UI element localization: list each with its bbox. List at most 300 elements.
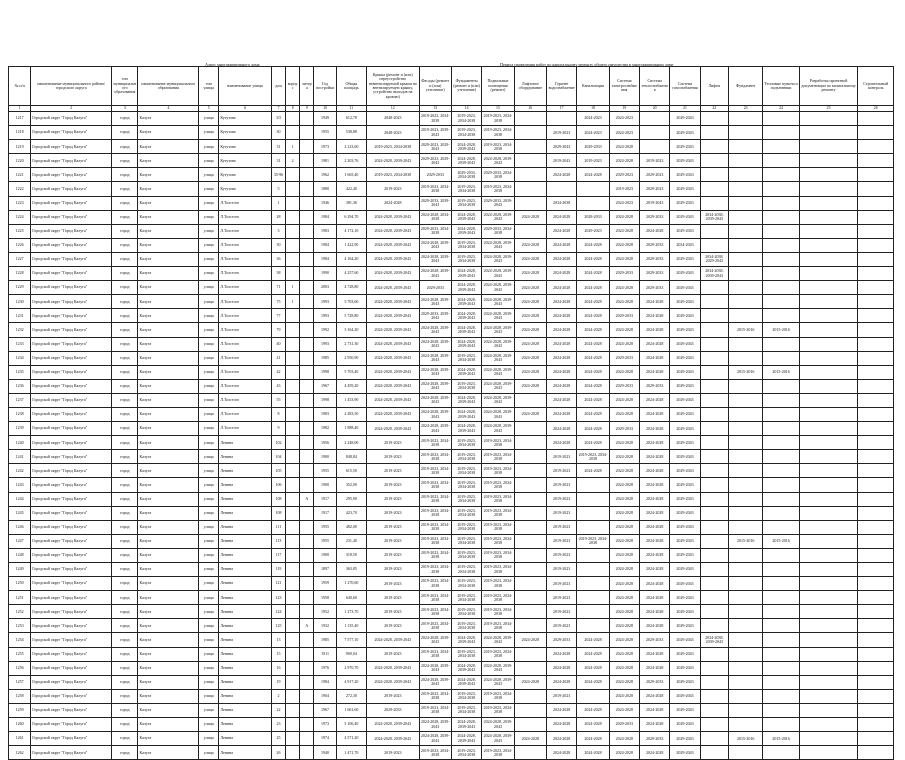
column-header: Лифты: [700, 67, 728, 106]
table-cell: [763, 393, 799, 407]
table-cell: 2024-2028: [609, 323, 639, 337]
table-cell: [763, 605, 799, 619]
table-cell: улица: [199, 563, 219, 577]
table-cell: [763, 478, 799, 492]
table-cell: [858, 746, 894, 760]
table-cell: 1917: [314, 506, 336, 520]
table-cell: 2048-2023: [366, 112, 419, 126]
table-cell: [858, 591, 894, 605]
table-cell: [300, 703, 314, 717]
table-cell: Городской округ "Город Калуга": [31, 182, 112, 196]
table-cell: [514, 563, 546, 577]
table-cell: [700, 732, 728, 746]
table-cell: Калуга: [138, 732, 199, 746]
table-cell: Ленина: [219, 718, 272, 732]
table-cell: улица: [199, 548, 219, 562]
table-cell: [700, 182, 728, 196]
column-number: 16: [514, 106, 546, 112]
table-cell: 1985: [314, 351, 336, 365]
table-cell: [728, 633, 762, 647]
table-cell: улица: [199, 732, 219, 746]
table-cell: [858, 450, 894, 464]
table-cell: [763, 168, 799, 182]
column-header: Система электроснабжения: [609, 67, 639, 106]
table-cell: 2029-2033: [640, 675, 670, 689]
column-number: 12: [366, 106, 419, 112]
table-cell: Городской округ "Город Калуга": [31, 393, 112, 407]
table-cell: 2024-2028, 2039-2043: [451, 365, 481, 379]
table-cell: [700, 591, 728, 605]
table-cell: 1952: [314, 605, 336, 619]
table-cell: 2024-2028: [577, 267, 609, 281]
table-cell: 2029-2043: [670, 450, 700, 464]
table-cell: [286, 450, 300, 464]
table-cell: Городской округ "Город Калуга": [31, 309, 112, 323]
table-cell: 2024-2028: [609, 464, 639, 478]
table-cell: 2024-2028: [546, 281, 576, 295]
table-cell: город: [112, 605, 138, 619]
column-number: 14: [451, 106, 481, 112]
column-number: 24: [763, 106, 799, 112]
table-cell: 1 422,90: [336, 238, 366, 252]
column-header: Год постройки: [314, 67, 336, 106]
table-cell: 1983: [314, 407, 336, 421]
table-cell: 2019-2023: [546, 464, 576, 478]
table-cell: Калуга: [138, 337, 199, 351]
table-cell: 2024-2028: [640, 746, 670, 760]
table-cell: город: [112, 661, 138, 675]
table-cell: [858, 351, 894, 365]
table-cell: 1956: [314, 436, 336, 450]
table-cell: 1932: [314, 619, 336, 633]
table-cell: 2029-2043: [670, 168, 700, 182]
table-cell: Калуга: [138, 548, 199, 562]
table-row: [9, 492, 894, 506]
table-cell: 2029-2033: [640, 267, 670, 281]
table-cell: 1984: [314, 252, 336, 266]
column-header: наименование улицы: [219, 67, 272, 106]
table-cell: 2024-2028, 2039-2043: [451, 661, 481, 675]
table-row: [9, 379, 894, 393]
table-row: [9, 196, 894, 210]
table-cell: 2019-2023: [366, 464, 419, 478]
table-cell: 1998: [314, 365, 336, 379]
capital-repair-register-table: [8, 66, 894, 760]
table-cell: Кутузова: [219, 126, 272, 140]
table-cell: [799, 407, 858, 421]
table-cell: [286, 365, 300, 379]
table-cell: 2024-2028: [609, 520, 639, 534]
column-number: 22: [700, 106, 728, 112]
table-cell: [763, 436, 799, 450]
table-cell: 2019-2023, 2034-2038: [451, 563, 481, 577]
table-cell: 1998: [314, 393, 336, 407]
table-cell: [799, 563, 858, 577]
table-cell: [300, 323, 314, 337]
table-row: [9, 281, 894, 295]
table-cell: [300, 478, 314, 492]
table-cell: 1984: [314, 238, 336, 252]
table-cell: [546, 112, 576, 126]
table-cell: Городской округ "Город Калуга": [31, 295, 112, 309]
table-cell: 2024-2028: [609, 238, 639, 252]
table-cell: [286, 182, 300, 196]
table-cell: 2019-2023: [366, 450, 419, 464]
table-cell: улица: [199, 252, 219, 266]
table-cell: 2024-2028: [546, 365, 576, 379]
table-cell: 1250: [9, 577, 31, 591]
table-cell: 2024-2028, 2039-2043: [419, 407, 451, 421]
table-cell: [300, 718, 314, 732]
column-header: тип муниципального образования: [112, 67, 138, 106]
table-cell: Калуга: [138, 267, 199, 281]
table-cell: 2019-2023, 2034-2038: [451, 182, 481, 196]
table-cell: город: [112, 689, 138, 703]
table-cell: Калуга: [138, 154, 199, 168]
table-cell: Ленина: [219, 703, 272, 717]
table-cell: [700, 661, 728, 675]
table-cell: [728, 746, 762, 760]
table-cell: 2029-2043: [670, 703, 700, 717]
table-row: [9, 112, 894, 126]
table-cell: Городской округ "Город Калуга": [31, 732, 112, 746]
column-header: Фундамент: [728, 67, 762, 106]
table-row: [9, 267, 894, 281]
table-cell: [700, 464, 728, 478]
table-cell: Калуга: [138, 112, 199, 126]
table-cell: [300, 126, 314, 140]
table-cell: 2019-2023: [366, 492, 419, 506]
table-cell: 2024-2028: [546, 407, 576, 421]
table-cell: 2029-2023: [577, 224, 609, 238]
table-cell: город: [112, 746, 138, 760]
table-cell: 71: [271, 281, 285, 295]
table-cell: 2024-2028, 2039-2043: [366, 323, 419, 337]
table-cell: 2024-2028: [609, 478, 639, 492]
table-cell: [300, 675, 314, 689]
column-number: 7: [271, 106, 285, 112]
table-cell: [799, 478, 858, 492]
table-cell: 2019-2023, 2034-2038: [577, 534, 609, 548]
column-number: 19: [609, 106, 639, 112]
table-cell: 2024-2028, 2039-2043: [451, 267, 481, 281]
table-cell: Ленина: [219, 436, 272, 450]
table-cell: 2029-2023: [609, 168, 639, 182]
table-cell: 2019-2023: [366, 436, 419, 450]
table-cell: Ленина: [219, 647, 272, 661]
table-cell: 2024-2028: [640, 506, 670, 520]
table-cell: 30: [271, 126, 285, 140]
column-number: 25: [799, 106, 858, 112]
table-cell: [700, 675, 728, 689]
table-cell: 1958: [314, 591, 336, 605]
table-cell: 2024-2028: [640, 534, 670, 548]
table-cell: 2019-2023, 2034-2038: [451, 126, 481, 140]
table-cell: [514, 619, 546, 633]
table-cell: 4 459,20: [336, 379, 366, 393]
table-cell: 2034-2038: [546, 196, 576, 210]
table-cell: [286, 619, 300, 633]
table-cell: 2024-2028: [640, 365, 670, 379]
table-cell: 2024-2028, 2039-2043: [482, 323, 514, 337]
table-cell: 2019-2023, 2034-2038: [419, 450, 451, 464]
table-row: [9, 689, 894, 703]
table-cell: 2024-2028, 2039-2043: [366, 407, 419, 421]
table-cell: 2: [286, 154, 300, 168]
table-cell: улица: [199, 281, 219, 295]
table-cell: [286, 478, 300, 492]
table-cell: [700, 647, 728, 661]
table-cell: 2024-2028: [609, 563, 639, 577]
table-cell: 2024-2028, 2039-2043: [366, 351, 419, 365]
table-cell: [300, 379, 314, 393]
table-cell: 2029-2023, 2029-2043: [419, 154, 451, 168]
table-row: [9, 168, 894, 182]
table-cell: 2029-2023: [640, 182, 670, 196]
table-cell: 30: [271, 238, 285, 252]
table-cell: 2015-2016: [728, 534, 762, 548]
table-cell: город: [112, 140, 138, 154]
table-cell: 104: [271, 450, 285, 464]
table-cell: 2019-2023, 2034-2038: [451, 506, 481, 520]
table-cell: 1230: [9, 295, 31, 309]
table-cell: [763, 309, 799, 323]
table-cell: 2048-2023: [366, 126, 419, 140]
table-cell: [763, 182, 799, 196]
table-cell: улица: [199, 464, 219, 478]
table-cell: 2024-2023: [609, 196, 639, 210]
table-cell: 2019-2023, 2034-2038: [419, 563, 451, 577]
table-cell: [514, 689, 546, 703]
table-cell: Ленина: [219, 591, 272, 605]
table-cell: 2024-2028, 2039-2043: [366, 422, 419, 436]
table-cell: [763, 210, 799, 224]
column-header: Общая площадь: [336, 67, 366, 106]
table-cell: 2024-2028, 2039-2043: [482, 661, 514, 675]
table-cell: [728, 196, 762, 210]
table-cell: [728, 675, 762, 689]
table-cell: 2024-2028: [546, 647, 576, 661]
table-cell: [700, 605, 728, 619]
table-cell: [763, 647, 799, 661]
table-cell: 2024-2028: [546, 393, 576, 407]
table-cell: [858, 224, 894, 238]
table-cell: 2024-2028: [609, 365, 639, 379]
table-cell: 2024-2028, 2039-2043: [419, 732, 451, 746]
table-cell: 2003: [314, 281, 336, 295]
table-cell: 2019-2023: [366, 506, 419, 520]
table-cell: 1973: [314, 140, 336, 154]
table-cell: 2029-2033, 2039-2043: [419, 196, 451, 210]
table-cell: [728, 703, 762, 717]
table-cell: 2024-2028, 2039-2043: [451, 281, 481, 295]
table-cell: Городской округ "Город Калуга": [31, 365, 112, 379]
table-cell: 2015-2016: [728, 323, 762, 337]
table-cell: 538,88: [336, 126, 366, 140]
table-cell: 2019-2023, 2034-2038: [451, 577, 481, 591]
table-cell: 41: [271, 351, 285, 365]
table-cell: 272,30: [336, 689, 366, 703]
table-cell: Калуга: [138, 365, 199, 379]
table-cell: 1976: [314, 661, 336, 675]
table-cell: 2019-2023, 2034-2038: [482, 478, 514, 492]
table-cell: 2024-2028: [577, 238, 609, 252]
table-cell: [799, 422, 858, 436]
table-cell: 1228: [9, 267, 31, 281]
table-cell: 2029-2033: [640, 281, 670, 295]
table-cell: 2024-2028, 2039-2043: [366, 295, 419, 309]
table-row: [9, 548, 894, 562]
table-cell: [514, 577, 546, 591]
table-cell: [700, 746, 728, 760]
table-cell: [799, 337, 858, 351]
table-cell: [700, 196, 728, 210]
column-number: 5: [199, 106, 219, 112]
table-cell: 1219: [9, 140, 31, 154]
table-cell: 1967: [314, 379, 336, 393]
table-cell: [799, 661, 858, 675]
table-cell: 1257: [9, 675, 31, 689]
table-cell: 2024-2028: [640, 450, 670, 464]
table-cell: Л.Толстого: [219, 238, 272, 252]
table-cell: 2024-2028, 2039-2043: [482, 675, 514, 689]
table-cell: [514, 718, 546, 732]
table-cell: 2024-2028, 2039-2043: [451, 422, 481, 436]
table-cell: 2024-2023: [577, 126, 609, 140]
table-cell: [514, 605, 546, 619]
table-cell: 1984: [314, 210, 336, 224]
table-row: [9, 520, 894, 534]
table-cell: Л.Толстого: [219, 407, 272, 421]
table-cell: Городской округ "Город Калуга": [31, 563, 112, 577]
table-cell: [514, 478, 546, 492]
table-cell: 2024-2028: [609, 210, 639, 224]
table-cell: [799, 492, 858, 506]
table-cell: Калуга: [138, 196, 199, 210]
table-cell: 2024-2028, 2039-2043: [366, 267, 419, 281]
table-cell: 2029-2033: [577, 140, 609, 154]
table-cell: [763, 703, 799, 717]
table-cell: Калуга: [138, 633, 199, 647]
table-cell: [799, 182, 858, 196]
table-cell: [514, 182, 546, 196]
table-cell: [300, 309, 314, 323]
table-cell: Городской округ "Город Калуга": [31, 534, 112, 548]
table-cell: 1 665,40: [336, 168, 366, 182]
table-cell: Калуга: [138, 718, 199, 732]
table-cell: 2024-2028: [609, 689, 639, 703]
table-cell: Городской округ "Город Калуга": [31, 351, 112, 365]
table-cell: 4 917,20: [336, 675, 366, 689]
table-cell: 2024-2028, 2039-2043: [366, 238, 419, 252]
table-cell: 2034-2038, 2039-2043: [700, 210, 728, 224]
table-cell: [286, 238, 300, 252]
table-cell: [300, 534, 314, 548]
table-cell: 2024-2028, 2039-2043: [419, 393, 451, 407]
table-cell: 2019-2023, 2034-2038: [451, 492, 481, 506]
table-cell: 16: [271, 661, 285, 675]
table-cell: 1253: [9, 619, 31, 633]
table-cell: Калуга: [138, 478, 199, 492]
table-cell: [300, 112, 314, 126]
table-cell: улица: [199, 534, 219, 548]
table-cell: [858, 718, 894, 732]
table-cell: улица: [199, 605, 219, 619]
table-cell: Ленина: [219, 548, 272, 562]
table-cell: [514, 126, 546, 140]
table-cell: 381,36: [336, 196, 366, 210]
table-cell: 2024-2028, 2039-2043: [482, 732, 514, 746]
table-row: [9, 295, 894, 309]
table-cell: 2019-2023, 2034-2038: [419, 534, 451, 548]
table-row: [9, 393, 894, 407]
table-cell: город: [112, 647, 138, 661]
table-cell: 2: [271, 689, 285, 703]
table-cell: 2024-2028: [577, 661, 609, 675]
table-cell: 2019-2023, 2034-2038: [366, 168, 419, 182]
table-cell: 2029-2043: [670, 478, 700, 492]
table-cell: город: [112, 379, 138, 393]
table-cell: 2024-2028, 2039-2043: [419, 379, 451, 393]
table-cell: [286, 309, 300, 323]
table-cell: 1955: [314, 520, 336, 534]
table-cell: 1261: [9, 732, 31, 746]
table-cell: [858, 675, 894, 689]
table-cell: [799, 436, 858, 450]
table-cell: [858, 379, 894, 393]
table-cell: Л.Толстого: [219, 337, 272, 351]
table-cell: 2024-2028, 2039-2043: [419, 422, 451, 436]
table-cell: [514, 647, 546, 661]
table-cell: [728, 379, 762, 393]
table-cell: [514, 140, 546, 154]
table-cell: 2024-2028: [609, 633, 639, 647]
table-cell: [700, 689, 728, 703]
table-cell: 2024-2028, 2039-2043: [482, 252, 514, 266]
table-cell: [514, 154, 546, 168]
table-cell: 2019-2023: [609, 182, 639, 196]
table-cell: Калуга: [138, 506, 199, 520]
table-cell: 2024-2028: [514, 252, 546, 266]
table-cell: [799, 548, 858, 562]
table-row: [9, 323, 894, 337]
table-cell: 2019-2023, 2034-2038: [419, 605, 451, 619]
table-cell: Кутузова: [219, 182, 272, 196]
table-cell: [640, 112, 670, 126]
table-row: [9, 154, 894, 168]
table-cell: [700, 154, 728, 168]
table-cell: [858, 436, 894, 450]
table-cell: [799, 675, 858, 689]
table-cell: [286, 407, 300, 421]
table-cell: 2024-2028: [609, 703, 639, 717]
table-cell: 2024-2028: [640, 337, 670, 351]
table-cell: 2024-2028: [640, 591, 670, 605]
table-cell: 2019-2023: [546, 520, 576, 534]
column-number: 8: [286, 106, 300, 112]
table-cell: улица: [199, 718, 219, 732]
table-cell: 1246: [9, 520, 31, 534]
table-cell: [728, 393, 762, 407]
table-cell: город: [112, 591, 138, 605]
table-row: [9, 605, 894, 619]
table-cell: [799, 224, 858, 238]
table-cell: 2024-2028, 2039-2043: [482, 267, 514, 281]
table-cell: [514, 196, 546, 210]
table-cell: Городской округ "Город Калуга": [31, 196, 112, 210]
table-cell: Городской округ "Город Калуга": [31, 323, 112, 337]
table-cell: [577, 196, 609, 210]
